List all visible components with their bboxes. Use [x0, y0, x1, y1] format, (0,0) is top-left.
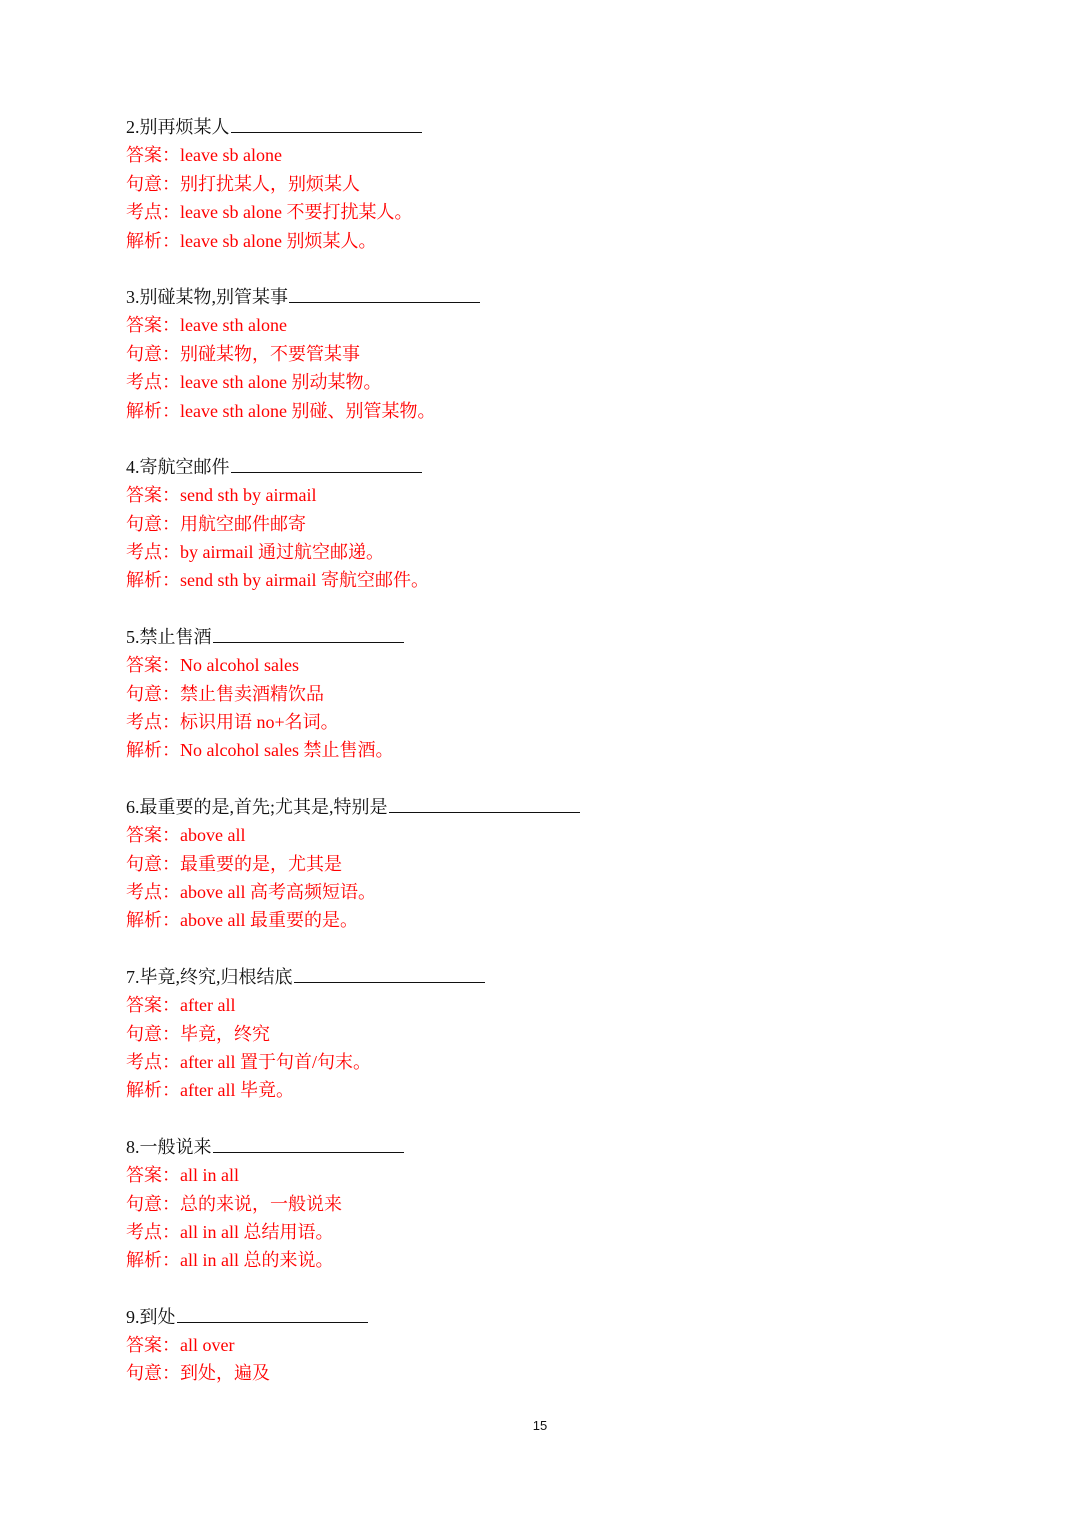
meaning-line: 句意：总的来说，一般说来: [126, 1193, 342, 1214]
exercise-item-9: [126, 1303, 1006, 1388]
analysis-line: 解析：send sth by airmail 寄航空邮件。: [126, 570, 429, 591]
answer-blank: [213, 1133, 404, 1153]
point-line: 考点：标识用语 no+名词。: [126, 712, 339, 733]
meaning-line: 句意：最重要的是，尤其是: [126, 853, 342, 874]
meaning-line: 句意：到处，遍及: [126, 1363, 270, 1384]
meaning-line: 句意：别碰某物，不要管某事: [126, 343, 360, 364]
meaning-line: 句意：禁止售卖酒精饮品: [126, 683, 324, 704]
analysis-line: 解析：No alcohol sales 禁止售酒。: [126, 740, 394, 761]
analysis-line: 解析：above all 最重要的是。: [126, 910, 358, 931]
question-line: [126, 1133, 1006, 1161]
point-line: 考点：all in all 总结用语。: [126, 1221, 334, 1242]
analysis-line: 解析：all in all 总的来说。: [126, 1250, 334, 1271]
meaning-line: 句意：毕竟，终究: [126, 1023, 270, 1044]
answer-blank: [289, 283, 480, 303]
question-text: 7.毕竟,终究,归根结底: [126, 966, 293, 987]
question-line: [126, 113, 1006, 141]
question-text: 5.禁止售酒: [126, 626, 212, 647]
question-text: 6.最重要的是,首先;尤其是,特别是: [126, 796, 388, 817]
exercise-item-3: [126, 283, 1006, 425]
exercise-item-2: [126, 113, 1006, 255]
answer-blank: [294, 963, 485, 983]
question-text: 8.一般说来: [126, 1136, 212, 1157]
answer-blank: [231, 113, 422, 133]
point-line: 考点：leave sth alone 别动某物。: [126, 372, 382, 393]
question-text: 2.别再烦某人: [126, 117, 230, 137]
question-line: [126, 793, 1006, 821]
point-line: 考点：after all 置于句首/句末。: [126, 1051, 371, 1072]
answer-line: 答案：above all: [126, 825, 246, 846]
question-line: [126, 623, 1006, 651]
question-line: [126, 963, 1006, 991]
answer-line: 答案：leave sb alone: [126, 145, 282, 166]
exercise-item-6: [126, 793, 1006, 935]
exercise-item-7: [126, 963, 1006, 1105]
exercise-list: [126, 113, 1006, 1416]
answer-line: 答案：leave sth alone: [126, 315, 287, 336]
question-text: 4.寄航空邮件: [126, 456, 230, 477]
page-number: 15: [532, 1418, 548, 1433]
exercise-item-5: [126, 623, 1006, 765]
answer-line: 答案：send sth by airmail: [126, 485, 317, 506]
answer-line: 答案：No alcohol sales: [126, 655, 299, 676]
question-line: [126, 1303, 1006, 1331]
point-line: 考点：leave sb alone 不要打扰某人。: [126, 202, 413, 223]
exercise-item-4: [126, 453, 1006, 595]
answer-blank: [213, 623, 404, 643]
answer-line: 答案：after all: [126, 995, 236, 1016]
analysis-line: 解析：leave sth alone 别碰、别管某物。: [126, 400, 436, 421]
point-line: 考点：by airmail 通过航空邮递。: [126, 542, 384, 563]
exercise-item-8: [126, 1133, 1006, 1275]
analysis-line: 解析：leave sb alone 别烦某人。: [126, 230, 377, 251]
question-text: 3.别碰某物,别管某事: [126, 286, 288, 307]
meaning-line: 句意：别打扰某人，别烦某人: [126, 173, 360, 194]
answer-blank: [177, 1303, 368, 1323]
answer-blank: [231, 453, 422, 473]
question-text: 9.到处: [126, 1306, 176, 1327]
point-line: 考点：above all 高考高频短语。: [126, 881, 376, 902]
analysis-line: 解析：after all 毕竟。: [126, 1080, 294, 1101]
meaning-line: 句意：用航空邮件邮寄: [126, 513, 306, 534]
answer-blank: [389, 793, 580, 813]
answer-line: 答案：all in all: [126, 1165, 239, 1186]
answer-line: 答案：all over: [126, 1335, 235, 1356]
question-line: [126, 453, 1006, 481]
question-line: [126, 283, 1006, 311]
